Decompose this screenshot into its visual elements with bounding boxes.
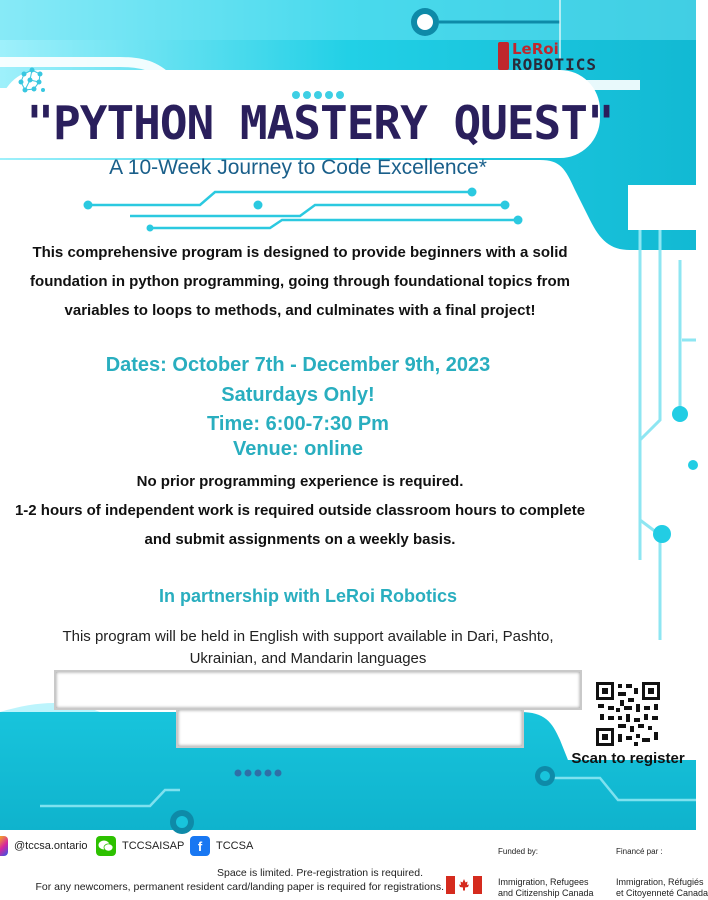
time-text: Time: 6:00-7:30 Pm xyxy=(207,413,389,435)
description-line: foundation in python programming, going through foundational topics from xyxy=(30,273,570,290)
footer-line: Space is limited. Pre-registration is required. xyxy=(216,867,423,879)
ircc-english xyxy=(498,877,594,899)
logo-mark-icon xyxy=(498,42,509,70)
brain-icon xyxy=(12,64,52,100)
language-note-line: Ukrainian, and Mandarin languages xyxy=(189,650,427,667)
logo-line2: ROBOTICS xyxy=(512,55,598,74)
instagram-icon xyxy=(0,836,8,856)
qr-code[interactable] xyxy=(594,680,662,748)
requirement-line: and submit assignments on a weekly basis. xyxy=(144,531,456,548)
facebook-text: TCCSA xyxy=(216,840,254,852)
funded-by-label: Funded by: xyxy=(498,847,539,856)
ircc-english-line: Immigration, Refugees xyxy=(498,877,589,887)
ircc-french-line: Immigration, Réfugiés xyxy=(616,877,704,887)
requirement-line: 1-2 hours of independent work is required outside classroom hours to complete xyxy=(14,502,586,519)
days-text: Saturdays Only! xyxy=(221,384,375,406)
logo-line1: LeRoi xyxy=(512,40,559,58)
footer-line: For any newcomers, permanent resident card/landing paper is required for registrations. xyxy=(35,881,444,893)
subtitle: A 10-Week Journey to Code Excellence* xyxy=(109,156,487,179)
leroi-robotics-logo xyxy=(498,40,608,76)
venue-text: Venue: online xyxy=(232,438,364,460)
blank-box xyxy=(176,708,524,748)
wechat-icon xyxy=(96,836,116,856)
partnership-text: In partnership with LeRoi Robotics xyxy=(158,586,457,606)
facebook-icon: f xyxy=(190,836,210,856)
wechat-text: TCCSAISAP xyxy=(122,840,185,852)
description-line: This comprehensive program is designed to provide beginners with a solid xyxy=(32,244,568,261)
language-note-line: This program will be held in English with support available in Dari, Pashto, xyxy=(62,628,554,645)
canada-flag-icon xyxy=(446,876,482,894)
wechat-handle[interactable] xyxy=(96,835,184,857)
instagram-text: @tccsa.ontario xyxy=(14,840,88,852)
ircc-english-line: and Citizenship Canada xyxy=(498,888,594,898)
finance-par-label: Financé par : xyxy=(616,847,663,856)
blank-box xyxy=(54,670,582,710)
ircc-french xyxy=(616,877,708,899)
facebook-handle[interactable] xyxy=(190,835,253,857)
page-title: "PYTHON MASTERY QUEST" xyxy=(26,96,614,150)
ircc-french-line: et Citoyenneté Canada xyxy=(616,888,708,898)
instagram-handle[interactable] xyxy=(0,835,88,857)
dates-text: Dates: October 7th - December 9th, 2023 xyxy=(105,354,491,376)
scan-to-register-label: Scan to register xyxy=(571,750,685,767)
description-line: variables to loops to methods, and culminates with a final project! xyxy=(64,302,536,319)
requirement-line: No prior programming experience is required. xyxy=(136,473,464,490)
